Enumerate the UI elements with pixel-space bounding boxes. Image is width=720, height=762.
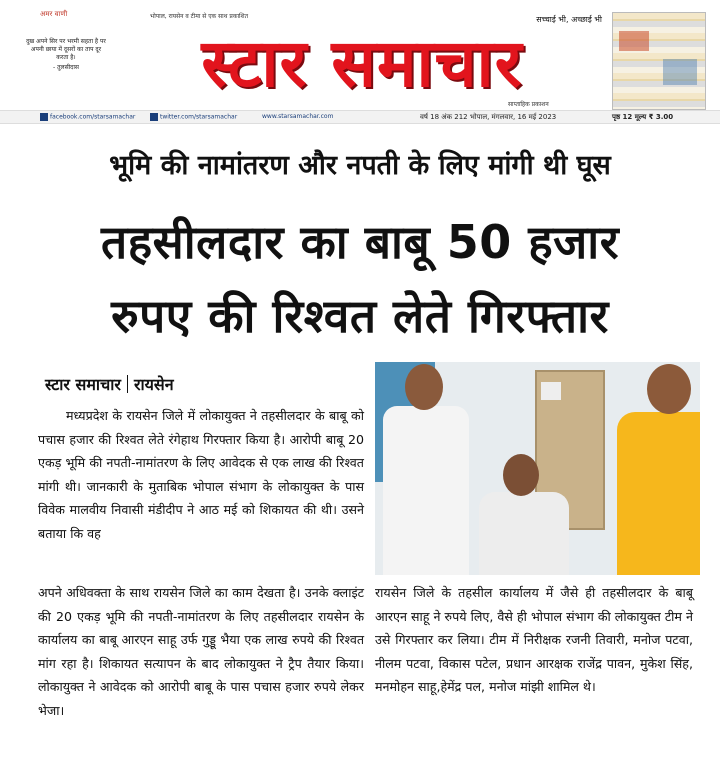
- page-price: पृष्ठ 12 मूल्य ₹ 3.00: [612, 113, 674, 121]
- photo-person-right-head: [647, 364, 691, 414]
- article-photo: [375, 362, 700, 575]
- masthead: [0, 0, 720, 128]
- article-kicker: भूमि की नामांतरण और नपती के लिए मांगी थी घूस: [109, 150, 611, 181]
- byline-divider: [127, 375, 128, 393]
- twitter-url: twitter.com/starsamachar: [160, 113, 238, 121]
- quote-text: दुख अपने सिर पर भरमी सहता है पर अपनी छाया में दूसरों का ताप दूर करता है।: [26, 38, 106, 61]
- headline-line-1: तहसीलदार का बाबू 50 हजार: [100, 215, 620, 269]
- masthead-top-left: अमर वाणी: [40, 10, 68, 18]
- byline-place: रायसेन: [133, 375, 174, 394]
- article-headline: [0, 205, 720, 353]
- photo-person-seated-head: [503, 454, 539, 496]
- issue-info: वर्ष 18 अंक 212 भोपाल, मंगलवार, 16 मई 2023: [420, 113, 557, 121]
- quote-author: - तुलसीदास: [53, 64, 79, 71]
- article-paragraph-2: अपने अधिवक्ता के साथ रायसेन जिले का काम देखता है। उनके क्लाइंट की 20 एकड़ भूमि की नपती-नामांतरण के लिए तहसीलदार रायसेन के कार्यालय का बाबू आरएन साहू उर्फ गुड्डू भैया एक लाख रुपये की रिश्वत मांग रहा है। शिकायत सत्यापन के बाद लोकायुक्त ने ट्रैप तैयार किया। लोकायुक्त ने आवेदक को आरोपी बाबू के पास पचास हजार रुपये लेकर भेजा।: [38, 585, 364, 718]
- byline: [45, 373, 174, 395]
- masthead-subtitle: साप्ताहिक प्रकाशन: [508, 101, 549, 108]
- facebook-icon: [40, 113, 48, 121]
- twitter-icon: [150, 113, 158, 121]
- article-paragraph-3: रायसेन जिले के तहसील कार्यालय में जैसे ही तहसीलदार के बाबू आरएन साहू ने रुपये लिए, वैसे ही भोपाल संभाग की लोकायुक्त टीम ने उसे गिरफ्तार कर लिया। टीम में निरीक्षक रजनी तिवारी, मनोज पटवा, नीलम पटवा, विकास पटेल, प्रधान आरक्षक राजेंद्र पावन, मुकेश सिंह, मनमोहन साहू,हेमेंद्र पल, मनोज मांझी शामिल थे।: [375, 585, 693, 694]
- twitter-link[interactable]: [150, 113, 237, 121]
- masthead-quote: [26, 38, 106, 72]
- masthead-slogan: सच्चाई भी, अच्छाई भी: [536, 15, 602, 24]
- info-strip: [0, 110, 720, 124]
- article-paragraph-1: मध्यप्रदेश के रायसेन जिले में लोकायुक्त ने तहसीलदार के बाबू को पचास हजार की रिश्वत लेते रंगेहाथ गिरफ्तार किया है। आरोपी बाबू 20 एकड़ भूमि की नपती-नामांतरण के लिए आवेदक से एक लाख की रिश्वत मांगी थी। जानकारी के मुताबिक भोपाल संभाग के लोकायुक्त के पास विवेक मालवीय निवासी मंडीदीप ने आठ मई को शिकायत की थी। उसने बताया कि वह: [38, 408, 364, 541]
- facebook-url: facebook.com/starsamachar: [50, 113, 136, 121]
- website-link[interactable]: www.starsamachar.com: [262, 113, 334, 120]
- facebook-link[interactable]: [40, 113, 135, 121]
- masthead-tagline: भोपाल, रायसेन व टीमा से एक साथ प्रकाशित: [150, 13, 249, 20]
- byline-source: स्टार समाचार: [45, 375, 121, 394]
- newspaper-title: स्टार समाचार: [201, 25, 523, 102]
- photo-person-left: [383, 406, 469, 575]
- front-page-thumbnail: [612, 12, 706, 110]
- photo-person-left-head: [405, 364, 443, 410]
- headline-line-2: रुपए की रिश्वत लेते गिरफ्तार: [111, 289, 609, 343]
- photo-person-right: [617, 412, 700, 575]
- photo-person-seated: [479, 492, 569, 575]
